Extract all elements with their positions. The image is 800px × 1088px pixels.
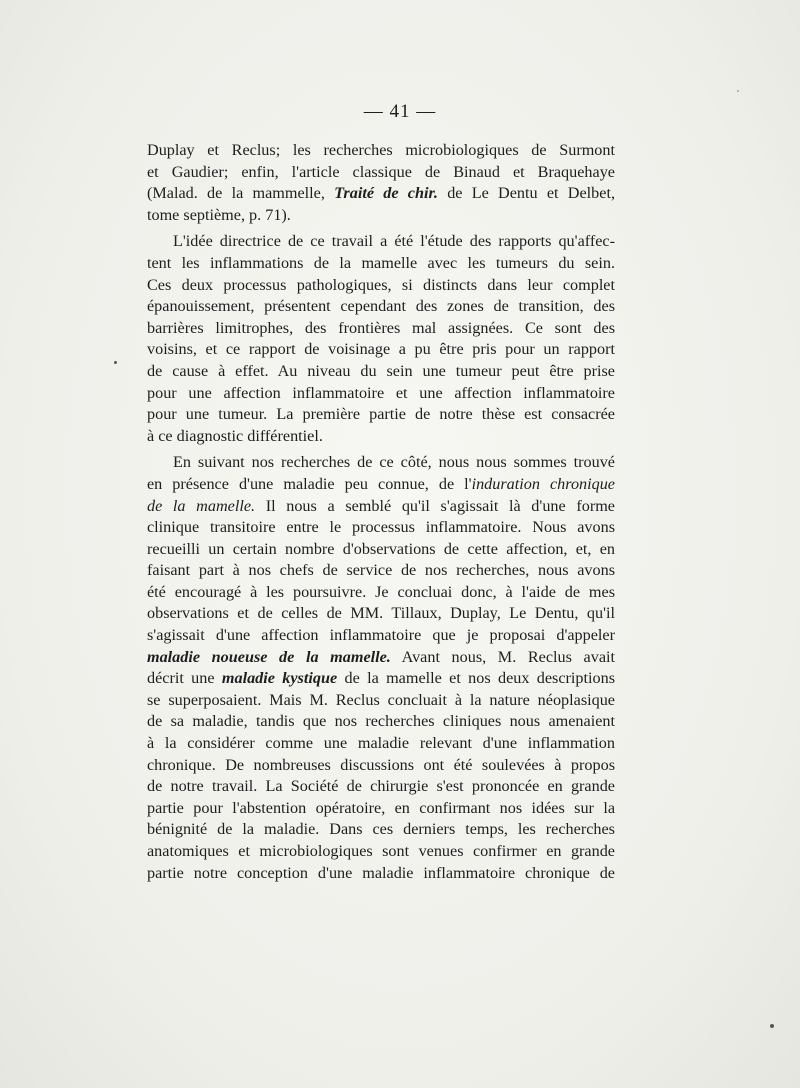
text-run: en présence d'une maladie peu connue, de l' xyxy=(147,474,472,493)
text-line xyxy=(147,339,615,361)
text-run: Avant nous, M. Reclus avait xyxy=(390,647,615,666)
text-line xyxy=(147,426,615,448)
paper-speck xyxy=(114,361,117,364)
text-line xyxy=(147,404,615,426)
text-line xyxy=(147,275,615,297)
text-run: de notre travail. La Société de chirurgie s'est prononcée en grande xyxy=(147,777,615,796)
text-run: barrières limitrophes, des frontières mal assignées. Ce sont des xyxy=(147,318,615,337)
text-line xyxy=(147,755,615,777)
text-run: Ces deux processus pathologiques, si distincts dans leur complet xyxy=(147,275,615,294)
text-run: chronique. De nombreuses discussions ont été soulevées à propos xyxy=(147,755,615,774)
text-run: de Le Dentu et Delbet, xyxy=(437,184,615,203)
text-run: de la mamelle et nos deux descriptions xyxy=(337,669,616,688)
text-line xyxy=(147,647,615,669)
text-run: recueilli un certain nombre d'observations de cette affection, et, en xyxy=(147,539,615,558)
text-line xyxy=(147,798,615,820)
italic-term: de la mamelle. xyxy=(147,496,256,515)
text-run: tome septième, p. 71). xyxy=(147,205,291,224)
text-line xyxy=(147,819,615,841)
italic-term: induration chronique xyxy=(471,474,615,493)
text-run: clinique transitoire entre le processus inflammatoire. Nous avons xyxy=(147,518,615,537)
text-line xyxy=(147,253,615,275)
body-text xyxy=(147,140,615,884)
text-run: tent les inflammations de la mamelle avec les tumeurs du sein. xyxy=(147,253,615,272)
emphasized-title: Traité de chir. xyxy=(334,184,438,203)
text-run: s'agissait d'une affection inflammatoire que je proposai d'appeler xyxy=(147,626,615,645)
text-line xyxy=(147,474,615,496)
text-line xyxy=(147,496,615,518)
text-run: faisant part à nos chefs de service de nos recherches, nous avons xyxy=(147,561,615,580)
text-run: partie pour l'abstention opératoire, en confirmant nos idées sur la xyxy=(147,798,615,817)
text-run: été encouragé à les poursuivre. Je concluai donc, à l'aide de mes xyxy=(147,582,615,601)
text-line xyxy=(147,668,615,690)
text-line xyxy=(147,603,615,625)
page-number: — 41 — xyxy=(363,101,437,122)
text-line xyxy=(147,690,615,712)
paper-speck xyxy=(770,1024,774,1028)
text-line xyxy=(147,582,615,604)
emphasized-title: maladie kystique xyxy=(221,669,338,688)
text-run: anatomiques et microbiologiques sont venues confirmer en grande xyxy=(147,842,615,860)
text-run: se superposaient. Mais M. Reclus concluait à la nature néoplasique xyxy=(147,690,615,709)
text-run: pour une tumeur. La première partie de notre thèse est consacrée xyxy=(147,405,615,424)
text-run: En suivant nos recherches de ce côté, nous nous sommes trouvé xyxy=(173,453,615,472)
text-run: à la considérer comme une maladie relevant d'une inflammation xyxy=(147,734,615,753)
text-line xyxy=(147,776,615,798)
text-line xyxy=(147,841,615,863)
text-run: pour une affection inflammatoire et une affection inflammatoire xyxy=(147,383,615,402)
text-run: et Gaudier; enfin, l'article classique de Binaud et Braquehaye xyxy=(147,162,615,181)
text-run: à ce diagnostic différentiel. xyxy=(147,426,323,445)
text-line xyxy=(147,205,615,227)
text-run: Il nous a semblé qu'il s'agissait là d'une forme xyxy=(255,496,615,515)
text-run: voisins, et ce rapport de voisinage a pu être pris pour un rapport xyxy=(147,340,615,359)
text-line xyxy=(147,560,615,582)
text-line xyxy=(147,231,615,253)
text-run: observations et de celles de MM. Tillaux, Duplay, Le Dentu, qu'il xyxy=(147,604,615,623)
text-run: de cause à effet. Au niveau du sein une tumeur peut être prise xyxy=(147,361,615,380)
text-line xyxy=(147,733,615,755)
text-line xyxy=(147,183,615,205)
text-run: L'idée directrice de ce travail a été l'étude des rapports qu'affec- xyxy=(173,232,615,251)
text-line xyxy=(147,452,615,474)
text-run: décrit une xyxy=(147,669,222,688)
text-line xyxy=(147,162,615,184)
text-line xyxy=(147,863,615,885)
text-line xyxy=(147,625,615,647)
text-line xyxy=(147,711,615,733)
text-run: épanouissement, présentent cependant des zones de transition, des xyxy=(147,297,615,316)
text-line xyxy=(147,361,615,383)
paper-speck xyxy=(737,90,739,92)
text-run: (Malad. de la mammelle, xyxy=(147,184,335,203)
text-line xyxy=(147,383,615,405)
text-run: de sa maladie, tandis que nos recherches cliniques nous amenaient xyxy=(147,712,615,731)
text-run: Duplay et Reclus; les recherches microbiologiques de Surmont xyxy=(147,141,615,159)
text-line xyxy=(147,539,615,561)
text-line xyxy=(147,296,615,318)
emphasized-title: maladie noueuse de la mamelle. xyxy=(147,647,391,666)
text-line xyxy=(147,517,615,539)
text-run: bénignité de la maladie. Dans ces derniers temps, les recherches xyxy=(147,820,615,839)
text-run: partie notre conception d'une maladie inflammatoire chronique de xyxy=(147,863,615,882)
text-line xyxy=(147,318,615,340)
text-line xyxy=(147,140,615,162)
